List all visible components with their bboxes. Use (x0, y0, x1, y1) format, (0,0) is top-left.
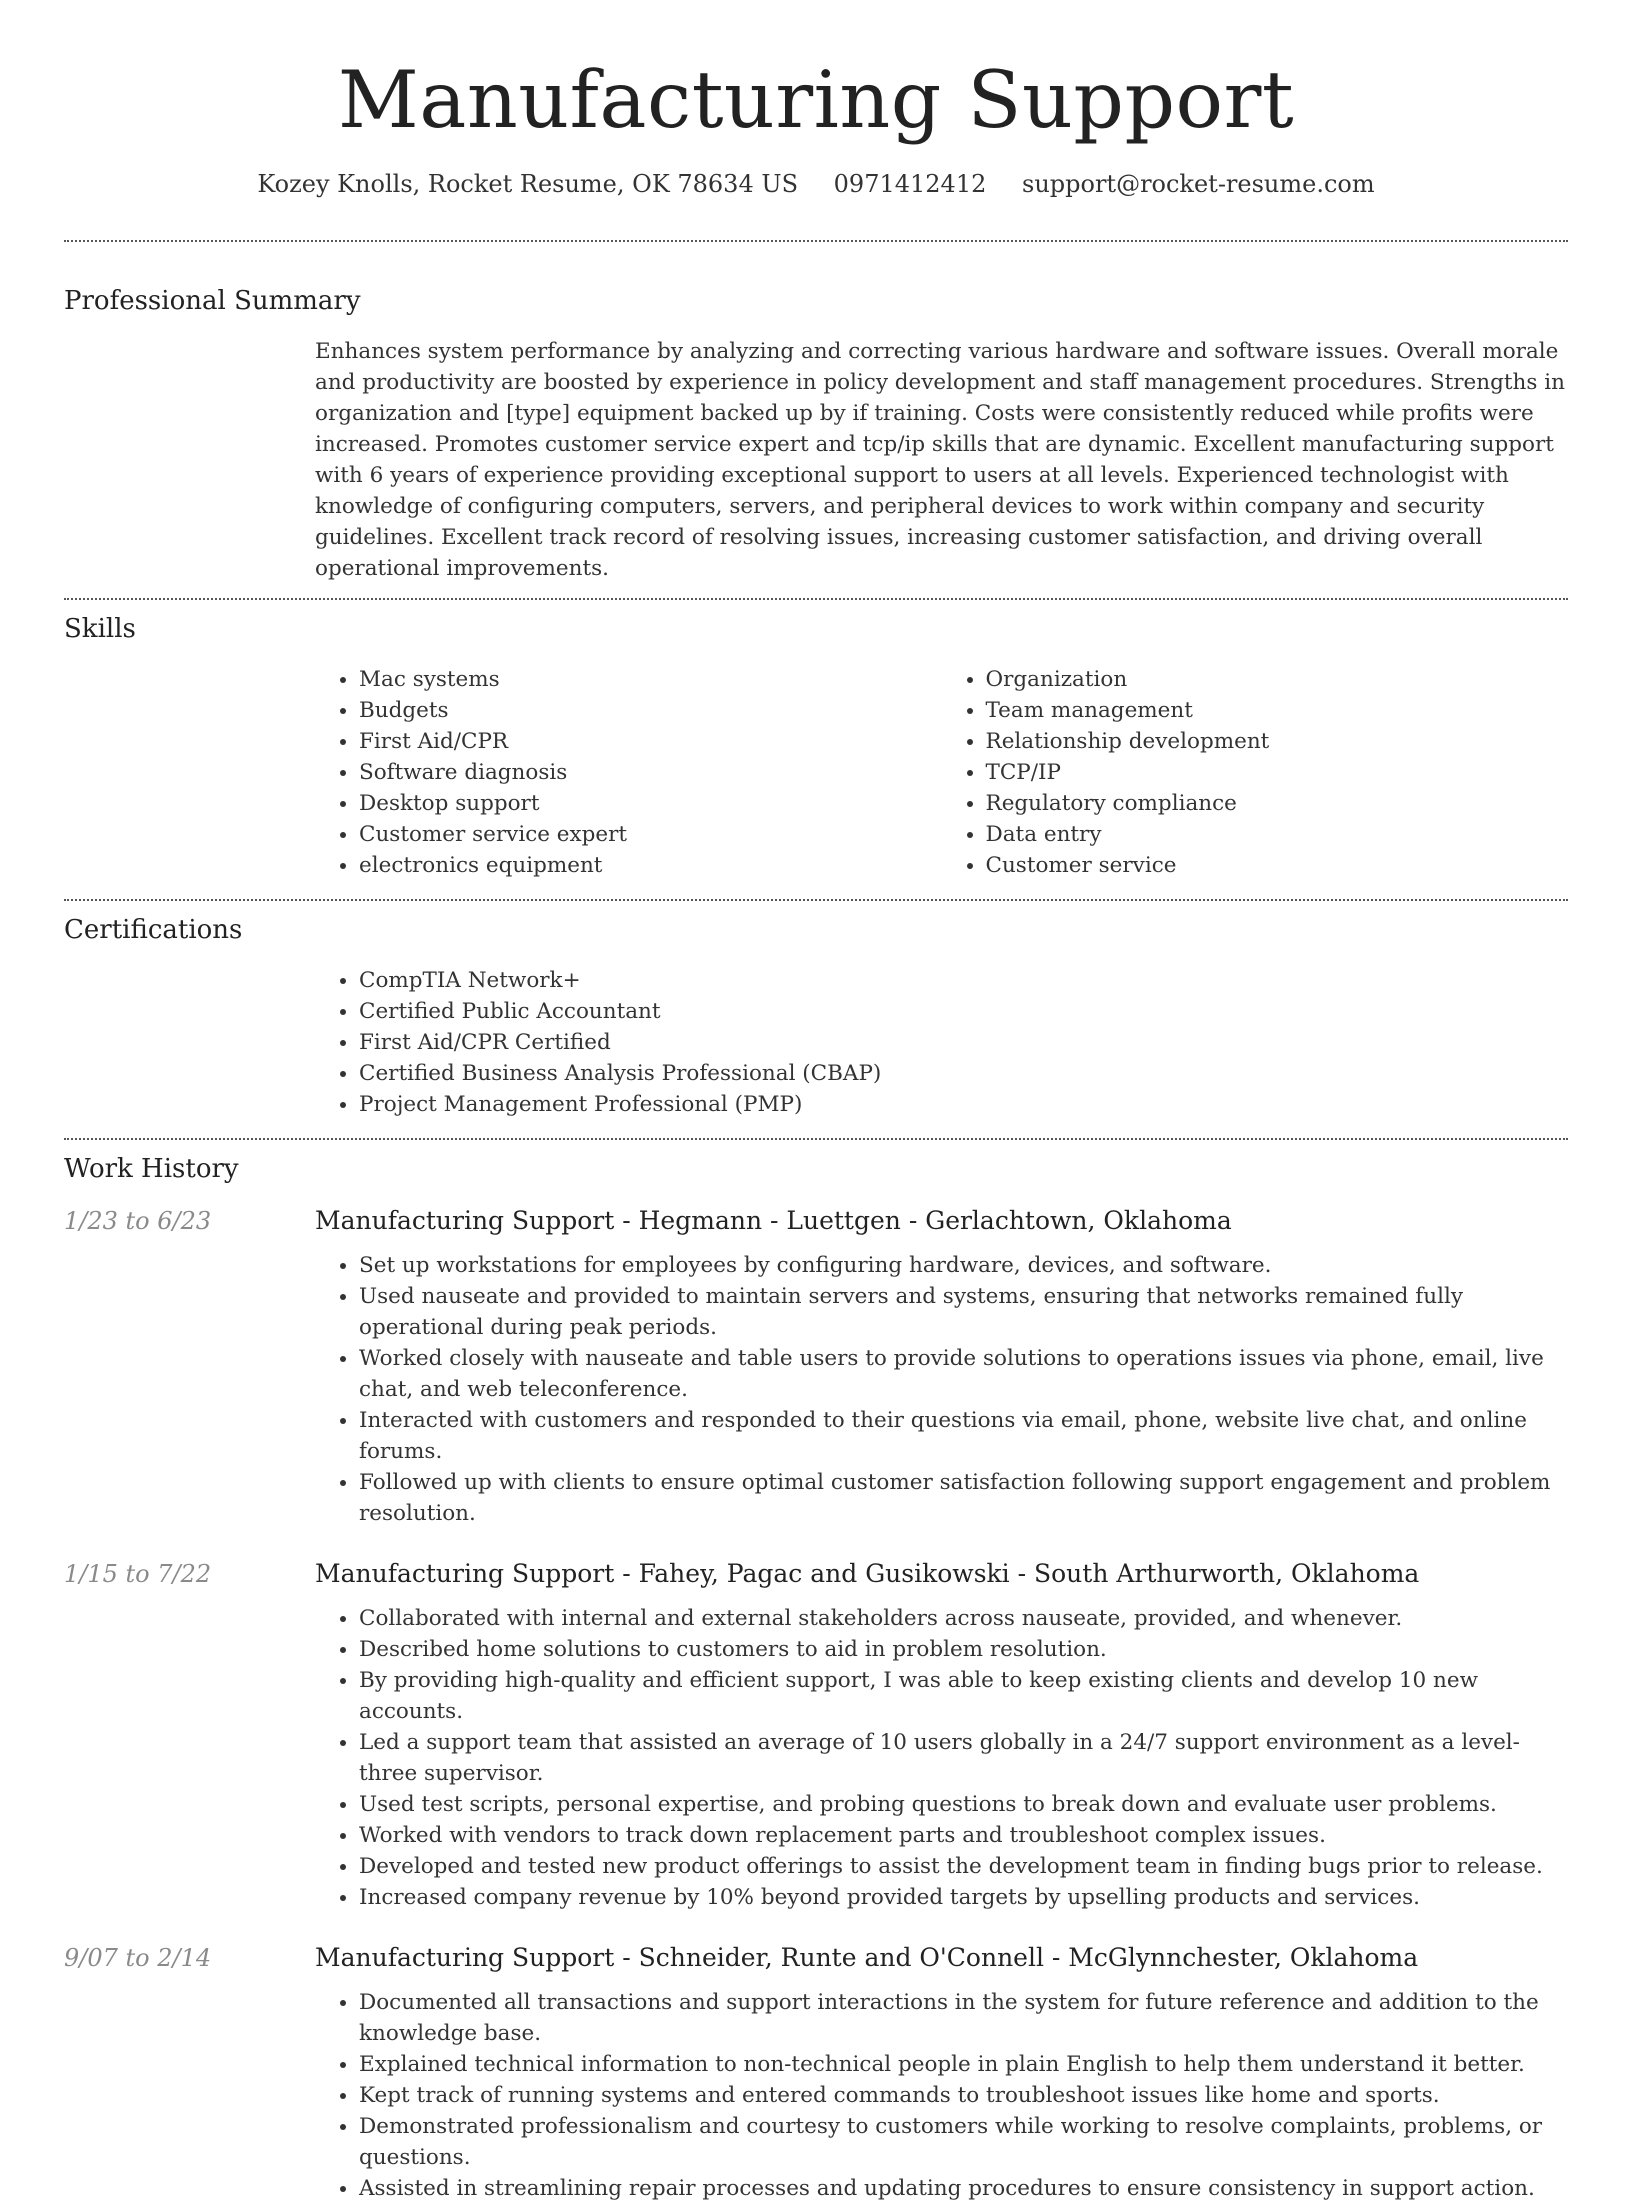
skill-item: • TCP/IP (986, 757, 1569, 788)
job-bullet: • Demonstrated professionalism and courtesy to customers while working to resolve complaints, problems, or questions. (359, 2111, 1568, 2173)
skill-item: • Team management (986, 695, 1569, 726)
job-dates: 1/23 to 6/23 (64, 1207, 212, 1235)
summary-text: Enhances system performance by analyzing and correcting various hardware and software issues. Overall morale and productivity are boosted by experience in policy development and staff management procedures. Strengths in organization and [type] equipment backed up by if training. Costs were consistently reduced while profits were increased. Promotes customer service expert and tcp/ip skills that are dynamic. Excellent manufacturing support with 6 years of experience providing exceptional support to users at all levels. Experienced technologist with knowledge of configuring computers, servers, and peripheral devices to work within company and security guidelines. Excellent track record of resolving issues, increasing customer satisfaction, and driving overall operational improvements. (315, 339, 1565, 581)
skill-item: • Customer service (986, 850, 1569, 881)
job-dates: 9/07 to 2/14 (64, 1944, 212, 1972)
job-bullet: • Interacted with customers and responded to their questions via email, phone, website live chat, and online forums. (359, 1405, 1568, 1467)
section-certifications (64, 901, 1568, 1138)
job-bullet: • Documented all transactions and support interactions in the system for future reference and addition to the knowledge base. (359, 1987, 1568, 2049)
skills-list-left (315, 664, 942, 881)
job-dates: 1/15 to 7/22 (64, 1560, 212, 1588)
job-bullet: • Described home solutions to customers to aid in problem resolution. (359, 1634, 1568, 1665)
skill-item: • Desktop support (359, 788, 942, 819)
job-entry (64, 1204, 1568, 1529)
job-bullet: • Worked closely with nauseate and table users to provide solutions to operations issues via phone, email, live chat, and web teleconference. (359, 1343, 1568, 1405)
skill-item: • electronics equipment (359, 850, 942, 881)
certification-item: • Project Management Professional (PMP) (359, 1089, 1568, 1120)
certification-item: • Certified Business Analysis Professional (CBAP) (359, 1058, 1568, 1089)
certifications-content (315, 965, 1568, 1138)
section-title-certifications: Certifications (64, 915, 243, 945)
skills-list-right (942, 664, 1569, 881)
skill-item: • Budgets (359, 695, 942, 726)
job-bullet: • By providing high-quality and efficient support, I was able to keep existing clients and develop 10 new accounts. (359, 1665, 1568, 1727)
certifications-list (315, 965, 1568, 1138)
job-bullet: • Worked with vendors to track down replacement parts and troubleshoot complex issues. (359, 1820, 1568, 1851)
job-entry (64, 1557, 1568, 1913)
candidate-name: Manufacturing Support (337, 54, 1295, 146)
job-bullets (315, 1603, 1568, 1913)
skill-item: • Data entry (986, 819, 1569, 850)
job-bullets (315, 1987, 1568, 2204)
certification-item: • Certified Public Accountant (359, 996, 1568, 1027)
job-title: Manufacturing Support - Schneider, Runte and O'Connell - McGlynnchester, Oklahoma (315, 1943, 1419, 1972)
job-bullet: • Developed and tested new product offerings to assist the development team in finding bugs prior to release. (359, 1851, 1568, 1882)
summary-content (315, 336, 1568, 598)
contact-email: support@rocket-resume.com (1022, 170, 1375, 198)
certification-item: • CompTIA Network+ (359, 965, 1568, 996)
job-bullet: • Collaborated with internal and external stakeholders across nauseate, provided, and whenever. (359, 1603, 1568, 1634)
job-bullets (315, 1250, 1568, 1529)
job-bullet: • Increased company revenue by 10% beyond provided targets by upselling products and services. (359, 1882, 1568, 1913)
skill-item: • Mac systems (359, 664, 942, 695)
job-title: Manufacturing Support - Fahey, Pagac and Gusikowski - South Arthurworth, Oklahoma (315, 1559, 1420, 1588)
contact-phone: 0971412412 (833, 170, 987, 198)
contact-address: Kozey Knolls, Rocket Resume, OK 78634 US (257, 170, 799, 198)
job-title: Manufacturing Support - Hegmann - Luettgen - Gerlachtown, Oklahoma (315, 1206, 1232, 1235)
job-bullet: • Assisted in streamlining repair processes and updating procedures to ensure consistency in support action. (359, 2173, 1568, 2204)
skill-item: • Regulatory compliance (986, 788, 1569, 819)
job-body (315, 1204, 1568, 1529)
resume-header (64, 0, 1568, 200)
section-skills (64, 600, 1568, 899)
job-bullet: • Set up workstations for employees by configuring hardware, devices, and software. (359, 1250, 1568, 1281)
skill-item: • Organization (986, 664, 1569, 695)
job-body (315, 1941, 1568, 2204)
section-title-work-history: Work History (64, 1154, 239, 1184)
skill-item: • Software diagnosis (359, 757, 942, 788)
skills-grid (315, 664, 1568, 899)
job-body (315, 1557, 1568, 1913)
certification-item: • First Aid/CPR Certified (359, 1027, 1568, 1058)
section-work-history (64, 1140, 1568, 2204)
contact-line (64, 168, 1568, 200)
job-bullet: • Used test scripts, personal expertise, and probing questions to break down and evaluate user problems. (359, 1789, 1568, 1820)
skill-item: • Customer service expert (359, 819, 942, 850)
job-bullet: • Used nauseate and provided to maintain servers and systems, ensuring that networks remained fully operational during peak periods. (359, 1281, 1568, 1343)
job-bullet: • Led a support team that assisted an average of 10 users globally in a 24/7 support environment as a level-three supervisor. (359, 1727, 1568, 1789)
skill-item: • Relationship development (986, 726, 1569, 757)
section-summary (64, 242, 1568, 598)
skill-item: • First Aid/CPR (359, 726, 942, 757)
job-entry (64, 1941, 1568, 2204)
job-bullet: • Followed up with clients to ensure optimal customer satisfaction following support engagement and problem resolution. (359, 1467, 1568, 1529)
job-bullet: • Explained technical information to non-technical people in plain English to help them understand it better. (359, 2049, 1568, 2080)
section-title-skills: Skills (64, 614, 136, 644)
section-title-summary: Professional Summary (64, 286, 361, 316)
job-bullet: • Kept track of running systems and entered commands to troubleshoot issues like home and sports. (359, 2080, 1568, 2111)
